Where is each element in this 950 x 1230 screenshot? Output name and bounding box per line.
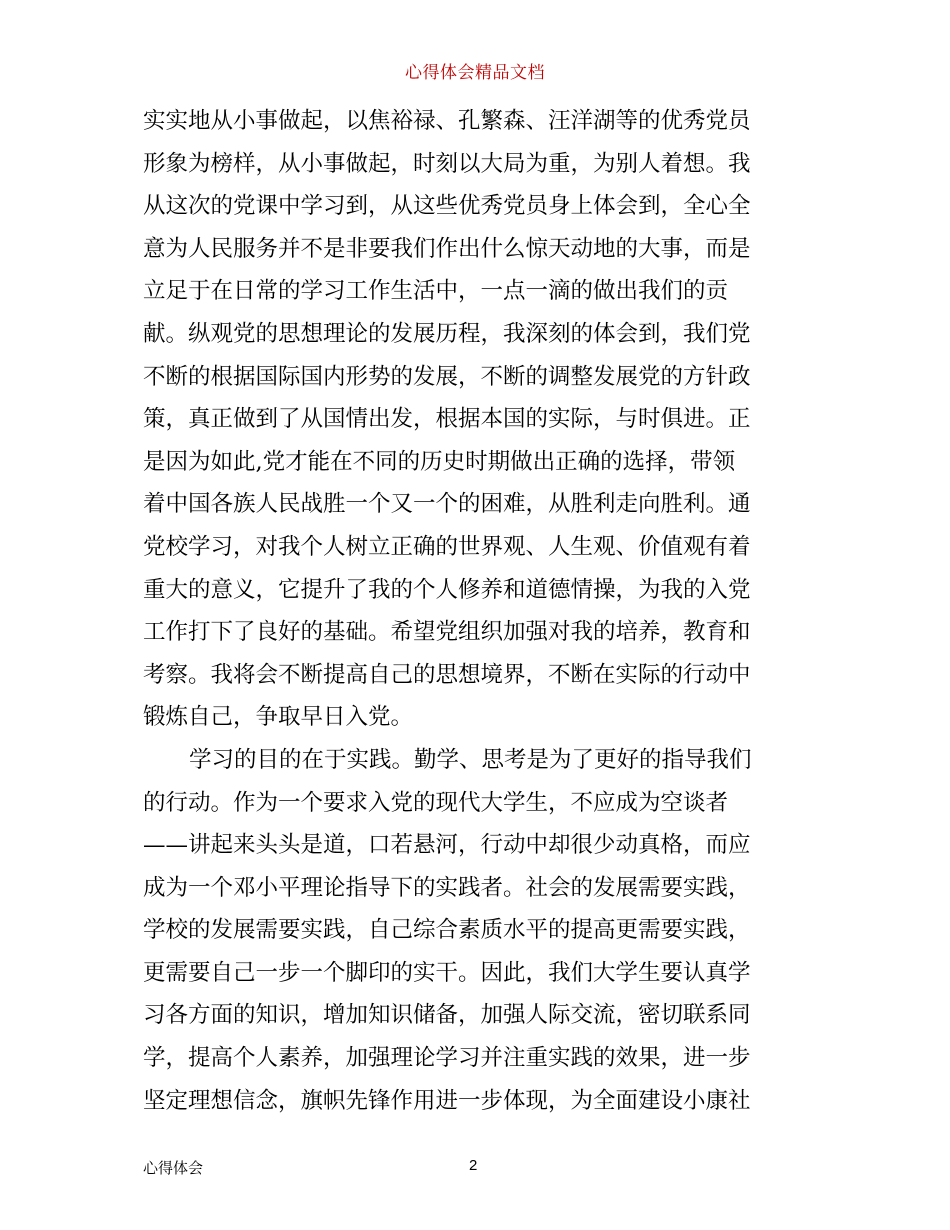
text-line: 实实地从小事做起，以焦裕禄、孔繁森、汪洋湖等的优秀党员 [143, 108, 751, 134]
text-line: 立足于在日常的学习工作生活中，一点一滴的做出我们的贡 [143, 278, 729, 305]
text-line: 着中国各族人民战胜一个又一个的困难，从胜利走向胜利。通 [143, 491, 751, 518]
text-line: 工作打下了良好的基础。希望党组织加强对我的培养，教育和 [143, 619, 751, 646]
text-line: 坚定理想信念，旗帜先锋作用进一步体现，为全面建设小康社 [143, 1087, 751, 1114]
paragraph-first-line: 学习的目的在于实践。勤学、思考是为了更好的指导我们 [189, 746, 752, 773]
text-line: 考察。我将会不断提高自己的思想境界，不断在实际的行动中 [143, 661, 751, 688]
text-line: 形象为榜样，从小事做起，时刻以大局为重，为别人着想。我 [143, 150, 751, 177]
text-line: 意为人民服务并不是非要我们作出什么惊天动地的大事，而是 [143, 235, 751, 262]
text-line: 学，提高个人素养，加强理论学习并注重实践的效果，进一步 [143, 1045, 751, 1072]
text-line: 党校学习，对我个人树立正确的世界观、人生观、价值观有着 [143, 533, 751, 560]
text-line: ——讲起来头头是道，口若悬河，行动中却很少动真格，而应 [143, 832, 751, 859]
page-footer [143, 1157, 811, 1177]
text-line: 的行动。作为一个要求入党的现代大学生，不应成为空谈者 [143, 789, 729, 816]
text-line: 是因为如此,党才能在不同的历史时期做出正确的选择，带领 [143, 448, 736, 475]
text-line: 从这次的党课中学习到，从这些优秀党员身上体会到，全心全 [143, 193, 751, 220]
text-line: 学校的发展需要实践，自己综合素质水平的提高更需要实践， [143, 917, 751, 944]
text-line: 成为一个邓小平理论指导下的实践者。社会的发展需要实践， [143, 874, 751, 901]
text-line: 习各方面的知识，增加知识储备，加强人际交流，密切联系同 [143, 1002, 751, 1029]
document-body [143, 100, 811, 1122]
text-line: 策，真正做到了从国情出发，根据本国的实际，与时俱进。正 [143, 406, 751, 433]
page-number: 2 [469, 1157, 478, 1174]
footer-label: 心得体会 [143, 1159, 204, 1177]
text-line: 更需要自己一步一个脚印的实干。因此，我们大学生要认真学 [143, 959, 751, 986]
text-line: 重大的意义，它提升了我的个人修养和道德情操，为我的入党 [143, 576, 751, 603]
text-line: 不断的根据国际国内形势的发展，不断的调整发展党的方针政 [143, 363, 751, 390]
text-line: 锻炼自己，争取早日入党。 [143, 704, 414, 731]
text-line: 献。纵观党的思想理论的发展历程，我深刻的体会到，我们党 [143, 320, 751, 347]
page-header-title: 心得体会精品文档 [405, 63, 545, 83]
